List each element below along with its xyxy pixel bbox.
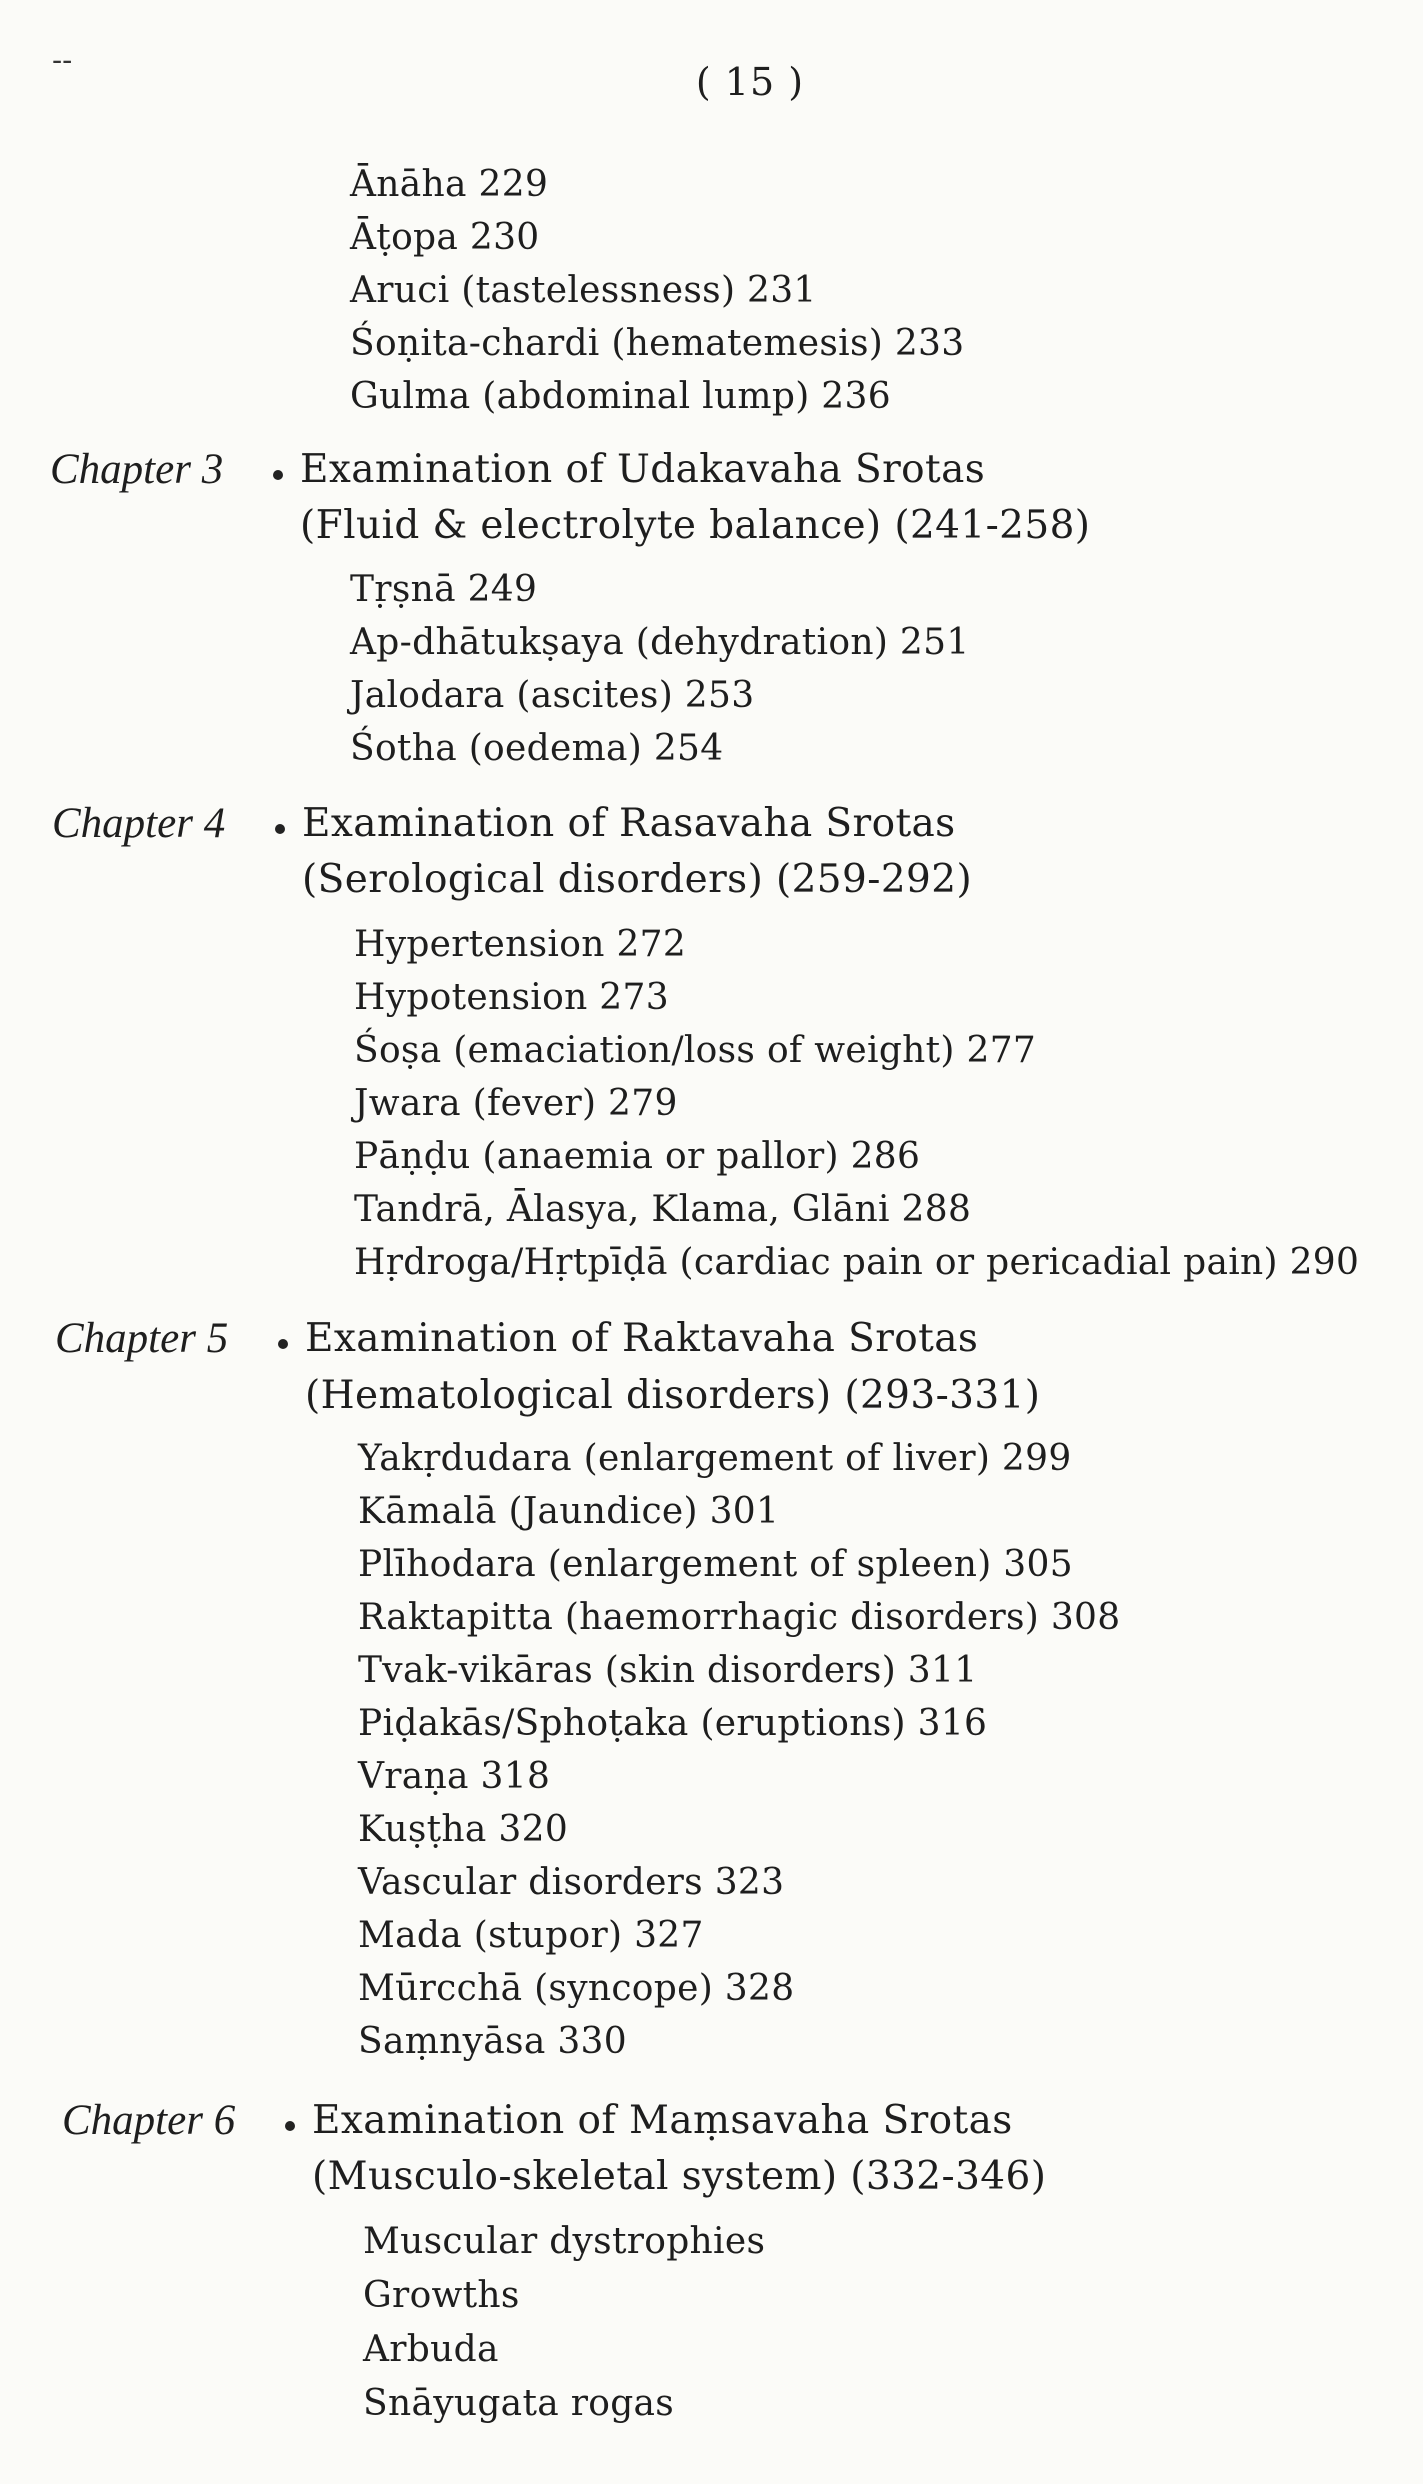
list-item: Piḍakās/Sphoṭaka (eruptions) 316	[358, 1703, 988, 1744]
list-item: Kāmalā (Jaundice) 301	[358, 1491, 780, 1532]
list-item: Growths	[363, 2275, 520, 2316]
list-item: Tandrā, Ālasya, Klama, Glāni 288	[354, 1189, 972, 1230]
chapter-label: Chapter 6	[62, 2097, 236, 2144]
chapter-label: Chapter 5	[55, 1315, 229, 1362]
list-item: Āṭopa 230	[350, 217, 540, 258]
chapter-label: Chapter 4	[52, 800, 226, 847]
list-item: Arbuda	[363, 2329, 499, 2370]
list-item: Hypotension 273	[354, 977, 669, 1018]
chapter-label: Chapter 3	[50, 446, 224, 493]
bullet-icon	[273, 470, 283, 480]
bullet-icon	[275, 824, 285, 834]
chapter-subtitle: (Serological disorders) (259-292)	[302, 857, 973, 902]
corner-mark: --	[52, 43, 73, 78]
chapter-title: Examination of Raktavaha Srotas	[305, 1316, 979, 1361]
list-item: Vraṇa 318	[358, 1756, 551, 1797]
list-item: Gulma (abdominal lump) 236	[350, 376, 891, 417]
list-item: Mūrcchā (syncope) 328	[358, 1968, 795, 2009]
chapter-title: Examination of Maṃsavaha Srotas	[312, 2098, 1013, 2143]
chapter-subtitle: (Musculo-skeletal system) (332-346)	[312, 2154, 1047, 2199]
chapter-subtitle: (Hematological disorders) (293-331)	[305, 1373, 1041, 1418]
list-item: Raktapitta (haemorrhagic disorders) 308	[358, 1597, 1121, 1638]
list-item: Pāṇḍu (anaemia or pallor) 286	[354, 1136, 921, 1177]
list-item: Kuṣṭha 320	[358, 1809, 569, 1850]
list-item: Saṃnyāsa 330	[358, 2021, 627, 2062]
list-item: Jwara (fever) 279	[354, 1083, 678, 1124]
bullet-icon	[285, 2121, 295, 2131]
list-item: Yakṛdudara (enlargement of liver) 299	[358, 1438, 1072, 1479]
list-item: Hypertension 272	[354, 924, 687, 965]
list-item: Mada (stupor) 327	[358, 1915, 704, 1956]
list-item: Plīhodara (enlargement of spleen) 305	[358, 1544, 1073, 1585]
chapter-title: Examination of Udakavaha Srotas	[300, 447, 986, 492]
list-item: Aruci (tastelessness) 231	[350, 270, 817, 311]
bullet-icon	[278, 1339, 288, 1349]
list-item: Muscular dystrophies	[363, 2221, 766, 2262]
list-item: Śotha (oedema) 254	[350, 728, 724, 769]
chapter-subtitle: (Fluid & electrolyte balance) (241-258)	[300, 503, 1091, 548]
list-item: Vascular disorders 323	[358, 1862, 785, 1903]
list-item: Snāyugata rogas	[363, 2383, 675, 2424]
list-item: Hṛdroga/Hṛtpīḍā (cardiac pain or pericadial pain) 290	[354, 1242, 1360, 1283]
list-item: Tṛṣnā 249	[350, 569, 538, 610]
list-item: Ānāha 229	[350, 164, 549, 205]
chapter-title: Examination of Rasavaha Srotas	[302, 801, 956, 846]
list-item: Śoṣa (emaciation/loss of weight) 277	[354, 1030, 1037, 1071]
list-item: Śoṇita-chardi (hematemesis) 233	[350, 323, 965, 364]
page-number: ( 15 )	[695, 60, 805, 104]
list-item: Jalodara (ascites) 253	[350, 675, 755, 716]
list-item: Ap-dhātukṣaya (dehydration) 251	[350, 622, 970, 663]
list-item: Tvak-vikāras (skin disorders) 311	[358, 1650, 978, 1691]
